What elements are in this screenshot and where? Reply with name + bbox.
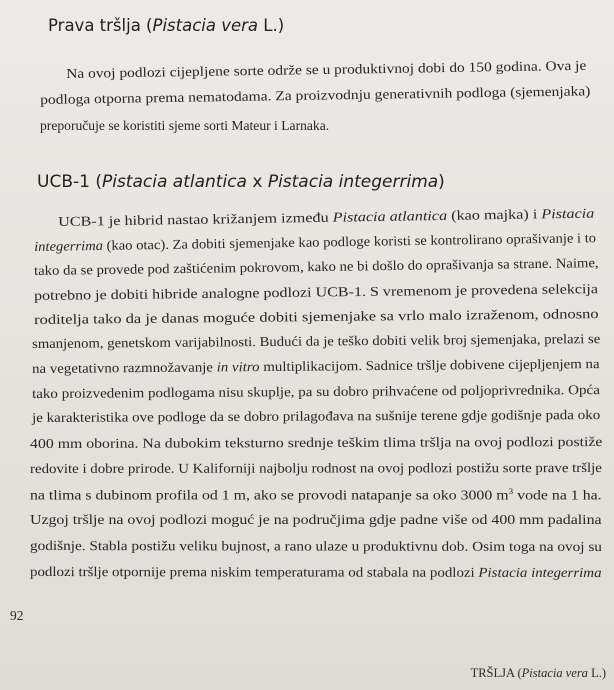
heading-text: ) [438,172,445,192]
text-run: Na ovoj podlozi cijepljene sorte održe se u produktivnoj dobi do 150 godina. Ova je [66,57,587,81]
heading-latin-name: Pistacia integerrima [267,172,439,192]
text-run: podlozi tršlje otpornije prema niskim temperaturama od stabala na podlozi [29,564,479,580]
text-run: je karakteristika ove podloge da se dobro prilagođava na sušnije terene gdje godišnje pada oko [32,407,601,425]
text-run: tako proizvedenim podlogama nisu skuplje, pa su dobro prihvaćene od poljoprivrednika. Opća [32,382,600,401]
section-heading-ucb1 [37,172,445,192]
running-footer-text: TRŠLJA ( [470,666,522,680]
text-line [34,306,599,328]
running-footer-latin: Pistacia vera [521,666,588,680]
heading-latin-name: Pistacia atlantica [101,172,247,192]
heading-text: x [246,172,268,192]
latin-term: integerrima [34,237,104,254]
text-run: redovite i dobre prirode. U Kaliforniji najbolju rodnost na ovoj podlozi postižu sorte prave tršlje [30,460,602,476]
text-run: roditelja tako da je danas moguće dobiti sjemenjake sa vrlo malo izraženom, odnosno [34,306,599,327]
latin-term: Pistacia atlantica [332,207,448,225]
text-run: 400 mm oborina. Na dubokim teksturno srednje teškim tlima tršlja na ovoj podlozi postiže [30,434,603,451]
text-run: Uzgoj tršlje na ovoj podlozi moguć je na područjima gdje padne više od 400 mm padalina [30,512,602,527]
latin-term: Pistacia integerrima [478,564,602,580]
heading-text: UCB-1 ( [37,172,102,192]
text-run: godišnje. Stabla postižu veliku bujnost, a rano ulaze u produktivnu dob. Osim toga na ovoj su [29,538,602,554]
running-footer-text: L.) [587,666,606,680]
text-run: potrebno je dobiti hibride analogne podlozi UCB-1. S vremenom je provedena selekcija [34,281,599,303]
text-line [32,331,600,352]
text-line [30,460,602,477]
text-run: tako da se provede pod zaštićenim pokrovom, kako ne bi došlo do oprašivanja sa strane. Naime, [34,255,599,278]
text-line [32,407,600,426]
text-run: (kao majka) i [446,206,542,223]
latin-term: in vitro [216,359,260,375]
text-line [30,487,602,504]
text-line [34,255,599,279]
text-line [30,538,602,555]
text-run: vode na 1 ha. [513,487,602,503]
text-line [40,118,329,134]
text-line [32,356,600,377]
running-footer [471,666,606,681]
section-heading-prava-trslja [48,16,284,35]
heading-text: L.) [258,16,285,35]
text-run: multiplikacijom. Sadnice tršlje dobivene cijepljenjem na [259,356,600,375]
text-line [32,382,600,402]
text-line [34,230,596,255]
text-line [30,512,602,528]
heading-text: Prava tršlja ( [48,16,153,35]
text-run: preporučuje se koristiti sjeme sorti Mateur i Larnaka. [40,118,330,133]
text-run: (kao otac). Za dobiti sjemenjake kao podloge koristi se kontrolirano oprašivanje i to [102,230,597,253]
heading-latin-name: Pistacia vera [152,16,259,35]
text-line [58,206,594,230]
text-run: na tlima s dubinom profila od 1 m, ako se provodi natapanje sa oko 3000 m [30,487,509,503]
text-line [34,281,598,304]
text-line [66,58,586,82]
text-run: na vegetativno razmnožavanje [32,359,217,376]
page-number: 92 [10,608,24,623]
text-line [30,564,602,581]
latin-term: Pistacia [541,205,595,222]
text-line [30,434,602,452]
text-run: smanjenom, genetskom varijabilnosti. Budući da je teško dobiti velik broj sjemenjaka, prelazi se [32,331,601,351]
text-line [40,83,591,108]
superscript: 3 [508,487,514,496]
text-run: UCB-1 je hibrid nastao križanjem između [58,209,333,229]
text-run: podloga otporna prema nematodama. Za proizvodnju generativnih podloga (sjemenjaka) [40,83,591,107]
